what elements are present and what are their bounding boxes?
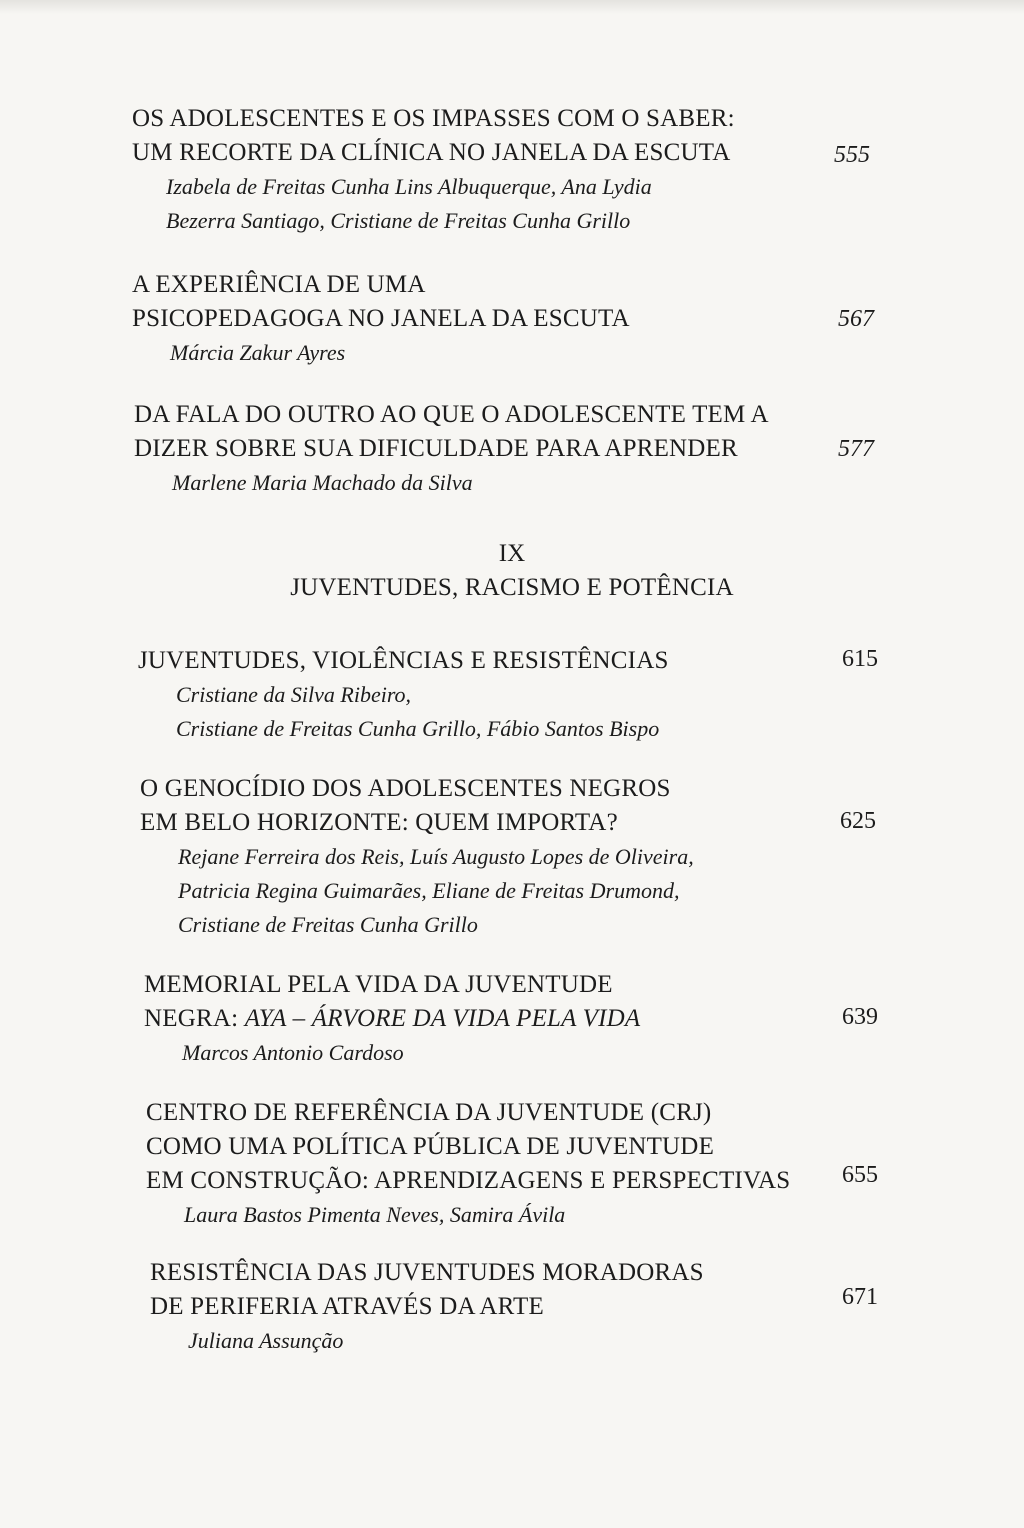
entry-title-line: CENTRO DE REFERÊNCIA DA JUVENTUDE (CRJ): [146, 1099, 712, 1126]
entry-authors-line: Márcia Zakur Ayres: [170, 340, 346, 365]
entry-title-line: EM CONSTRUÇÃO: APRENDIZAGENS E PERSPECTIVAS: [146, 1167, 791, 1194]
entry-title-line: COMO UMA POLÍTICA PÚBLICA DE JUVENTUDE: [146, 1133, 715, 1160]
entry-authors-line: Cristiane da Silva Ribeiro,: [176, 682, 412, 707]
entry-title-italic: AYA – ÁRVORE DA VIDA PELA VIDA: [244, 1005, 641, 1032]
entry-authors-line: Izabela de Freitas Cunha Lins Albuquerque, Ana Lydia: [166, 174, 652, 199]
entry-page-number: 615: [842, 646, 878, 672]
entry-title-line: A EXPERIÊNCIA DE UMA: [132, 271, 426, 298]
entry-title-line: [144, 1002, 640, 1036]
toc-entry: [144, 968, 640, 1070]
entry-page-number: 555: [834, 142, 870, 168]
entry-title-line: EM BELO HORIZONTE: QUEM IMPORTA?: [140, 809, 618, 836]
entry-title-line: UM RECORTE DA CLÍNICA NO JANELA DA ESCUTA: [132, 139, 731, 166]
toc-entry: [134, 398, 769, 500]
entry-page-number: 625: [840, 808, 876, 834]
entry-page-number: 671: [842, 1284, 878, 1310]
section-title: JUVENTUDES, RACISMO E POTÊNCIA: [290, 574, 734, 601]
entry-title-plain: NEGRA:: [144, 1005, 245, 1032]
entry-authors-line: Patricia Regina Guimarães, Eliane de Freitas Drumond,: [178, 878, 680, 903]
entry-title-line: DIZER SOBRE SUA DIFICULDADE PARA APRENDER: [134, 435, 738, 462]
entry-authors-line: Marcos Antonio Cardoso: [182, 1040, 404, 1065]
entry-authors-line: Bezerra Santiago, Cristiane de Freitas Cunha Grillo: [166, 208, 631, 233]
entry-authors-line: Marlene Maria Machado da Silva: [172, 470, 473, 495]
entry-page-number: 577: [838, 436, 874, 462]
entry-authors-line: Laura Bastos Pimenta Neves, Samira Ávila: [184, 1202, 566, 1227]
entry-title-line: OS ADOLESCENTES E OS IMPASSES COM O SABER:: [132, 105, 735, 132]
entry-page-number: 567: [838, 306, 874, 332]
entry-page-number: 655: [842, 1162, 878, 1188]
entry-title-line: DA FALA DO OUTRO AO QUE O ADOLESCENTE TEM A: [134, 401, 769, 428]
entry-title-line: RESISTÊNCIA DAS JUVENTUDES MORADORAS: [150, 1259, 704, 1286]
entry-page-number: 639: [842, 1004, 878, 1030]
toc-entry: [150, 1256, 704, 1358]
entry-authors-line: Rejane Ferreira dos Reis, Luís Augusto Lopes de Oliveira,: [178, 844, 694, 869]
toc-entry: [132, 268, 630, 370]
section-number: IX: [498, 540, 526, 567]
scan-edge: [0, 0, 1024, 14]
entry-authors-line: Juliana Assunção: [188, 1328, 344, 1353]
toc-entry: [132, 102, 735, 238]
toc-entry: [138, 644, 669, 746]
entry-authors-line: Cristiane de Freitas Cunha Grillo: [178, 912, 478, 937]
entry-authors-line: Cristiane de Freitas Cunha Grillo, Fábio Santos Bispo: [176, 716, 660, 741]
entry-title-line: MEMORIAL PELA VIDA DA JUVENTUDE: [144, 971, 613, 998]
entry-title-line: DE PERIFERIA ATRAVÉS DA ARTE: [150, 1293, 544, 1320]
entry-title-line: PSICOPEDAGOGA NO JANELA DA ESCUTA: [132, 305, 630, 332]
entry-title-line: JUVENTUDES, VIOLÊNCIAS E RESISTÊNCIAS: [138, 647, 669, 674]
entry-title-line: O GENOCÍDIO DOS ADOLESCENTES NEGROS: [140, 775, 671, 802]
toc-entry: [146, 1096, 790, 1232]
toc-entry: [140, 772, 694, 942]
